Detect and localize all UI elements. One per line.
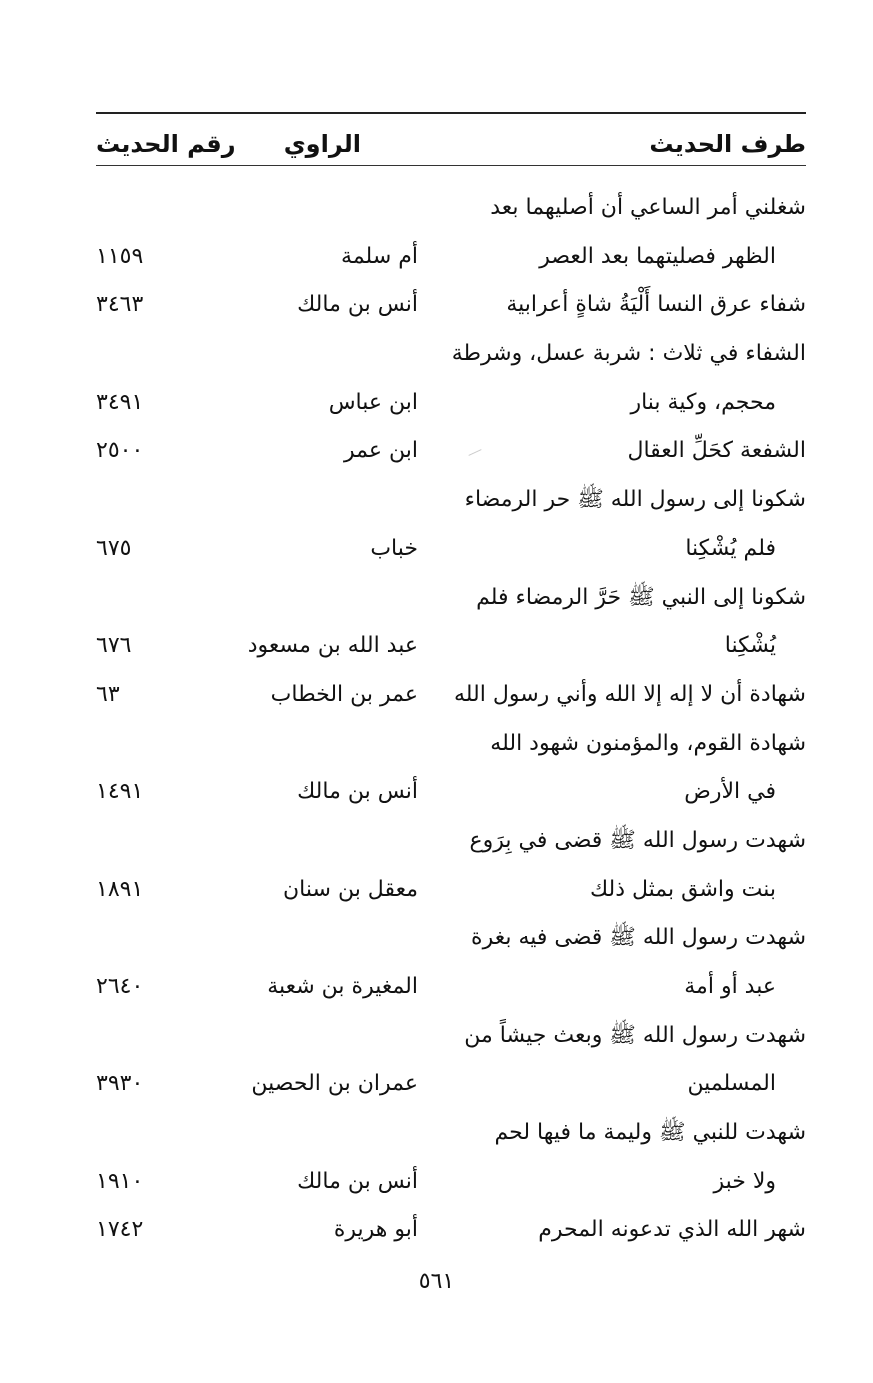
header-rawi: الراوي	[283, 130, 361, 158]
hadith-number: ٣٤٦٣	[96, 292, 144, 318]
hadith-index-list	[96, 184, 806, 1255]
list-item	[96, 281, 806, 330]
list-item	[96, 1158, 806, 1207]
hadith-text: شهر الله الذي تدعونه المحرم	[538, 1217, 806, 1243]
list-item	[96, 1206, 806, 1255]
header-number: رقم الحديث	[96, 130, 236, 158]
list-item	[96, 525, 806, 574]
header-rule	[96, 165, 806, 166]
hadith-text: شهادة أن لا إله إلا الله وأني رسول الله	[453, 681, 806, 707]
hadith-number: ٦٧٥	[96, 535, 132, 561]
rawi-name: ابن عباس	[328, 389, 418, 415]
rawi-name: أنس بن مالك	[297, 292, 418, 318]
hadith-text: الشفعة كحَلِّ العقال	[627, 438, 806, 464]
hadith-text: بنت واشق بمثل ذلك	[589, 876, 776, 902]
hadith-text: فلم يُشْكِنا	[685, 535, 776, 561]
hadith-text: يُشْكِنا	[724, 633, 776, 659]
table-header	[96, 122, 806, 166]
list-item	[96, 914, 806, 963]
rawi-name: أنس بن مالك	[297, 1168, 418, 1194]
hadith-text: شغلني أمر الساعي أن أصليهما بعد	[490, 195, 806, 220]
hadith-text: محجم، وكية بنار	[630, 389, 776, 415]
list-item	[96, 622, 806, 671]
hadith-number: ١٧٤٢	[96, 1217, 144, 1243]
hadith-text: شكونا إلى النبي ﷺ حَرَّ الرمضاء فلم	[476, 584, 806, 610]
list-item	[96, 866, 806, 915]
hadith-number: ١١٥٩	[96, 243, 144, 269]
rawi-name: عمر بن الخطاب	[270, 681, 418, 707]
list-item	[96, 817, 806, 866]
list-item	[96, 476, 806, 525]
hadith-text: المسلمين	[687, 1071, 776, 1097]
rawi-name: عمران بن الحصين	[251, 1071, 418, 1097]
list-item	[96, 233, 806, 282]
hadith-number: ١٩١٠	[96, 1168, 144, 1194]
hadith-number: ٦٣	[96, 681, 120, 707]
rawi-name: عبد الله بن مسعود	[247, 633, 418, 659]
hadith-text: شفاء عرق النسا أَلْيَةُ شاةٍ أعرابية	[506, 292, 806, 318]
list-item	[96, 330, 806, 379]
hadith-text: شهدت رسول الله ﷺ وبعث جيشاً من	[464, 1022, 806, 1048]
hadith-number: ٢٥٠٠	[96, 438, 144, 464]
hadith-number: ٣٤٩١	[96, 389, 144, 415]
header-hadith: طرف الحديث	[649, 130, 806, 158]
hadith-number: ٣٩٣٠	[96, 1071, 144, 1097]
hadith-number: ١٨٩١	[96, 876, 144, 902]
list-item	[96, 184, 806, 233]
hadith-text: الشفاء في ثلاث : شربة عسل، وشرطة	[451, 341, 806, 367]
hadith-text: في الأرض	[684, 779, 776, 805]
list-item	[96, 379, 806, 428]
list-item	[96, 1109, 806, 1158]
rawi-name: المغيرة بن شعبة	[267, 974, 418, 999]
list-item	[96, 963, 806, 1012]
hadith-text: ولا خبز	[713, 1168, 776, 1194]
list-item	[96, 574, 806, 623]
hadith-text: شكونا إلى رسول الله ﷺ حر الرمضاء	[464, 487, 806, 513]
rawi-name: أم سلمة	[341, 243, 418, 269]
rawi-name: خباب	[370, 535, 418, 561]
hadith-text: شهادة القوم، والمؤمنون شهود الله	[490, 730, 806, 756]
rawi-name: أبو هريرة	[333, 1217, 418, 1243]
hadith-text: الظهر فصليتهما بعد العصر	[539, 243, 776, 269]
list-item	[96, 1012, 806, 1061]
list-item	[96, 427, 806, 476]
list-item	[96, 720, 806, 769]
hadith-text: شهدت رسول الله ﷺ قضى فيه بغرة	[471, 925, 806, 951]
rawi-name: معقل بن سنان	[283, 876, 418, 902]
list-item	[96, 1060, 806, 1109]
page-number: ٥٦١	[418, 1269, 455, 1294]
list-item	[96, 671, 806, 720]
rawi-name: ابن عمر	[344, 438, 418, 464]
hadith-number: ٦٧٦	[96, 633, 132, 659]
top-rule	[96, 112, 806, 114]
hadith-text: شهدت للنبي ﷺ وليمة ما فيها لحم	[494, 1120, 806, 1146]
hadith-text: عبد أو أمة	[684, 974, 776, 999]
hadith-number: ٢٦٤٠	[96, 974, 144, 999]
hadith-number: ١٤٩١	[96, 779, 144, 805]
list-item	[96, 768, 806, 817]
rawi-name: أنس بن مالك	[297, 779, 418, 805]
hadith-text: شهدت رسول الله ﷺ قضى في بِرَوع	[469, 827, 806, 853]
